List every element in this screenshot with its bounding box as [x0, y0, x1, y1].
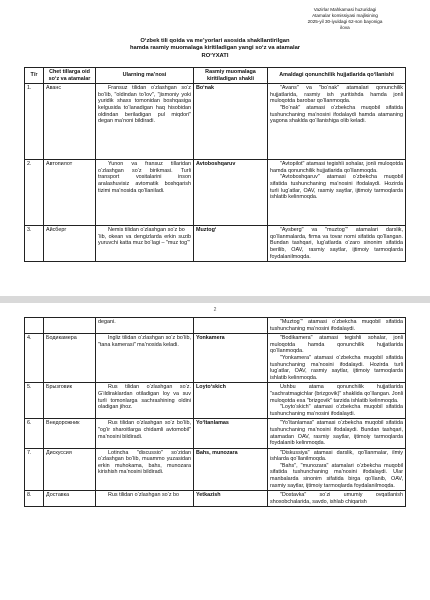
- row-uzbek-term: Loyto‘skich: [194, 383, 268, 419]
- document-page-2: [0, 303, 430, 600]
- row-foreign-term: Автопилот: [44, 160, 96, 226]
- col-header-num: T/r: [25, 68, 44, 84]
- row-notes: [268, 160, 406, 226]
- row-meaning: Rus tilidan o‘zlashgan so‘z. G‘ildiraklardan otiladigan loy va suv turli tomonlarga sachrashining oldini oladigan jihoz.: [96, 383, 194, 419]
- row-meaning: Fransuz tilidan o‘zlashgan so‘z bo‘lib, "oldindan to‘lov", "jismoniy yoki yuridik shaxs tomonidan boshqasiga kelgusida to‘lanadigan haq hisobidan oldindan beriladigan pul miqdori" degan ma’noni bildiradi.: [96, 84, 194, 160]
- title-line: RO‘YXATI: [201, 52, 229, 59]
- header-line: 2025-yil 30-iyuldagi 62-son bayoniga: [307, 19, 383, 24]
- row-notes: [268, 334, 406, 383]
- notes-paragraph: "Muztog‘" atamasi o‘zbekcha muqobil sifatida tushunchaning ma’nosini ifodalaydi.: [270, 319, 403, 332]
- terms-table-continued: [24, 317, 406, 507]
- row-uzbek-term: Yetkazish: [194, 491, 268, 507]
- approval-header: [290, 7, 400, 31]
- header-line: Atamalar komissiyasi majlisining: [312, 13, 378, 18]
- row-uzbek-term: Yo‘ltanlamas: [194, 419, 268, 448]
- row-meaning: Ingliz tilidan o‘zlashgan so‘z bo‘lib, "tana kamerasi" ma’nosida keladi.: [96, 334, 194, 383]
- document-title: [0, 38, 430, 60]
- table-row: [25, 226, 406, 262]
- row-notes: [268, 419, 406, 448]
- row-notes: [268, 84, 406, 160]
- notes-paragraph: "Yonkamera" atamasi o‘zbekcha muqobil sifatida tushunchaning ma’nosini ifodalaydi. Hozirda turli lug‘atlar, OAV, rasmiy saytlar, ijtimoiy tarmoqlarda ishlatib kelinmoqda.: [270, 354, 403, 381]
- notes-paragraph: "Yo‘ltanlamas" atamasi o‘zbekcha muqobil sifatida tushunchaning ma’nosini ifodalaydi. Bundan tashqari, atamadan OAV, rasmiy saytlar, ijtimoiy tarmoqlarda foydalanib kelinmoqda.: [270, 420, 403, 447]
- notes-paragraph: "Bo‘nak" atamasi o‘zbekcha muqobil sifatida tushunchaning ma’nosini ifodalaydi hamda atamaning yagona shaklda qo‘llanishiga olib keladi.: [270, 104, 403, 125]
- row-uzbek-term: Yonkamera: [194, 334, 268, 383]
- row-uzbek-term: Bo‘nak: [194, 84, 268, 160]
- meaning-part: Nemis tilidan o‘zlashgan so‘z bo: [108, 227, 185, 234]
- notes-paragraph: "Dostavka" so‘zi umumiy ovqatlanish shoxobchalarida, savdo, ishlab chiqarish: [270, 492, 403, 505]
- notes-paragraph: "Avtoboshqaruv" atamasi o‘zbekcha muqobil sifatida tushunchaning ma’nosini ifodalaydi. Hozirda turli lug‘atlar, OAV, rasmiy saytlar, ijtimoiy tarmoqlarda ishlatib kelinmoqda.: [270, 174, 403, 201]
- header-line: Vazirlar Mahkamasi huzuridagi: [313, 7, 377, 12]
- row-foreign-term: Брызговик: [44, 383, 96, 419]
- row-num: 8.: [25, 491, 44, 507]
- row-uzbek-term: Muztog‘: [194, 226, 268, 262]
- row-notes: [268, 383, 406, 419]
- empty-cell: [25, 318, 44, 334]
- empty-cell: [44, 318, 96, 334]
- row-foreign-term: Дискуссия: [44, 448, 96, 491]
- document-page-1: [0, 0, 430, 296]
- row-foreign-term: Бодикамера: [44, 334, 96, 383]
- row-foreign-term: Айсберг: [44, 226, 96, 262]
- row-foreign-term: Аванс: [44, 84, 96, 160]
- meaning-part: ‘lib, okean va dengizlarda erkin suzib yuruvchi katta muz bo‘lagi – "muz tog‘": [98, 233, 191, 247]
- page-number: 2: [213, 307, 217, 313]
- row-num: 6.: [25, 419, 44, 448]
- row-num: 1.: [25, 84, 44, 160]
- notes-paragraph: "Aysberg" va "muztog‘" atamalari darslik, qo‘llanmalarda, firma va tovar nomi sifatida qo‘llangan. Bundan tashqari, lug‘atlarda o‘zaro sinonim sifatida berilib, OAV, rasmiy saytlar, ijtimoiy tarmoqlarda foydalanilmoqda.: [270, 227, 403, 260]
- row-num: 4.: [25, 334, 44, 383]
- row-uzbek-term: Bahs, munozara: [194, 448, 268, 491]
- empty-cell: [194, 318, 268, 334]
- notes-paragraph: "Loyto‘skich" atamasi o‘zbekcha muqobil sifatida tushunchaning ma’nosini ifodalaydi.: [270, 404, 403, 417]
- table-header-row: [25, 68, 406, 84]
- header-line: ilova: [340, 25, 350, 30]
- title-line: hamda rasmiy muomalaga kiritiladigan yangi so‘z va atamalar: [129, 45, 301, 52]
- col-header-notes: Amaldagi qonunchilik hujjatlarida qo‘llanishi: [268, 68, 406, 84]
- row-num: 5.: [25, 383, 44, 419]
- row-notes: [268, 226, 406, 262]
- table-row-continued: [25, 318, 406, 334]
- row-foreign-term: Доставка: [44, 491, 96, 507]
- notes-paragraph: "Avtopilot" atamasi tegishli sohalar, jonli muloqotda hamda qonunchilik hujjatlarida qo‘llanmoqda.: [270, 161, 403, 174]
- table-row: [25, 84, 406, 160]
- col-header-meaning: Ularning ma’nosi: [96, 68, 194, 84]
- row-notes: [268, 448, 406, 491]
- row-meaning: Rus tilidan o‘zlashgan so‘z bo‘lib, "og‘ir sharoitlarga chidamli avtomobil" ma’nosini bildiradi.: [96, 419, 194, 448]
- table-row: [25, 491, 406, 507]
- row-meaning: Rus tilidan o‘zlashgan so‘z bo: [96, 491, 194, 507]
- row-num: 3.: [25, 226, 44, 262]
- table-row: [25, 334, 406, 383]
- row-meaning: Yunon va fransuz tillaridan o‘zlashgan so‘z birikmasi. Turli transport vositalarini inson aralashuvisiz avtomatik boshqarish tizimi ma’nosida qo‘llaniladi.: [96, 160, 194, 226]
- table-row: [25, 448, 406, 491]
- row-num: 2.: [25, 160, 44, 226]
- col-header-foreign: Chet tillarga oid so‘z va atamalar: [44, 68, 96, 84]
- row-notes: [268, 491, 406, 507]
- row-uzbek-term: Avtoboshqaruv: [194, 160, 268, 226]
- row-notes: [268, 318, 406, 334]
- col-header-uzbek: Rasmiy muomalaga kiritiladigan shakli: [194, 68, 268, 84]
- title-line: O‘zbek tili qoida va me’yorlari asosida shakllantirilgan: [140, 38, 290, 44]
- notes-paragraph: "Diskussiya" atamasi darslik, qo‘llanmalar, ilmiy ishlarda qo‘llanilmoqda.: [270, 449, 403, 463]
- row-meaning: [96, 226, 194, 262]
- table-row: [25, 160, 406, 226]
- row-num: 7.: [25, 448, 44, 491]
- terms-table: [24, 67, 406, 262]
- notes-paragraph: "Bahs", "munozara" atamalari o‘zbekcha muqobil sifatida tushunchaning ma’nosini ifodalaydi. Ular manbalarda sinonim sifatida birga qo‘llanib, OAV, rasmiy saytlar, ijtimoiy tarmoqlarda foydalanilmoqda.: [270, 462, 403, 489]
- notes-paragraph: "Avans" va "bo‘nak" atamalari qonunchilik hujjatlarida, rasmiy ish yuritishda hamda jonli muloqotda barobar qo‘llanmoqda.: [270, 85, 403, 105]
- table-row: [25, 383, 406, 419]
- row-meaning: degani.: [96, 318, 194, 334]
- row-foreign-term: Внедорожник: [44, 419, 96, 448]
- table-row: [25, 419, 406, 448]
- notes-paragraph: "Bodikamera" atamasi tegishli sohalar, jonli muloqotda hamda qonunchilik hujjatlarida qo‘llanmoqda.: [270, 335, 403, 355]
- row-meaning: Lotincha "discussio" so‘zidan o‘zlashgan bo‘lib, muammo yuzasidan erkin muhokama, bahs, munozara kirishish ma’nosini bildiradi.: [96, 448, 194, 491]
- notes-paragraph: Ushbu atama qonunchilik hujjatlarida "sachratmagichlar (brizgovik)" shaklida qo‘llangan. Jonli muloqotda esa "brizgovik" tarzida ishlatib kelinmoqda.: [270, 384, 403, 404]
